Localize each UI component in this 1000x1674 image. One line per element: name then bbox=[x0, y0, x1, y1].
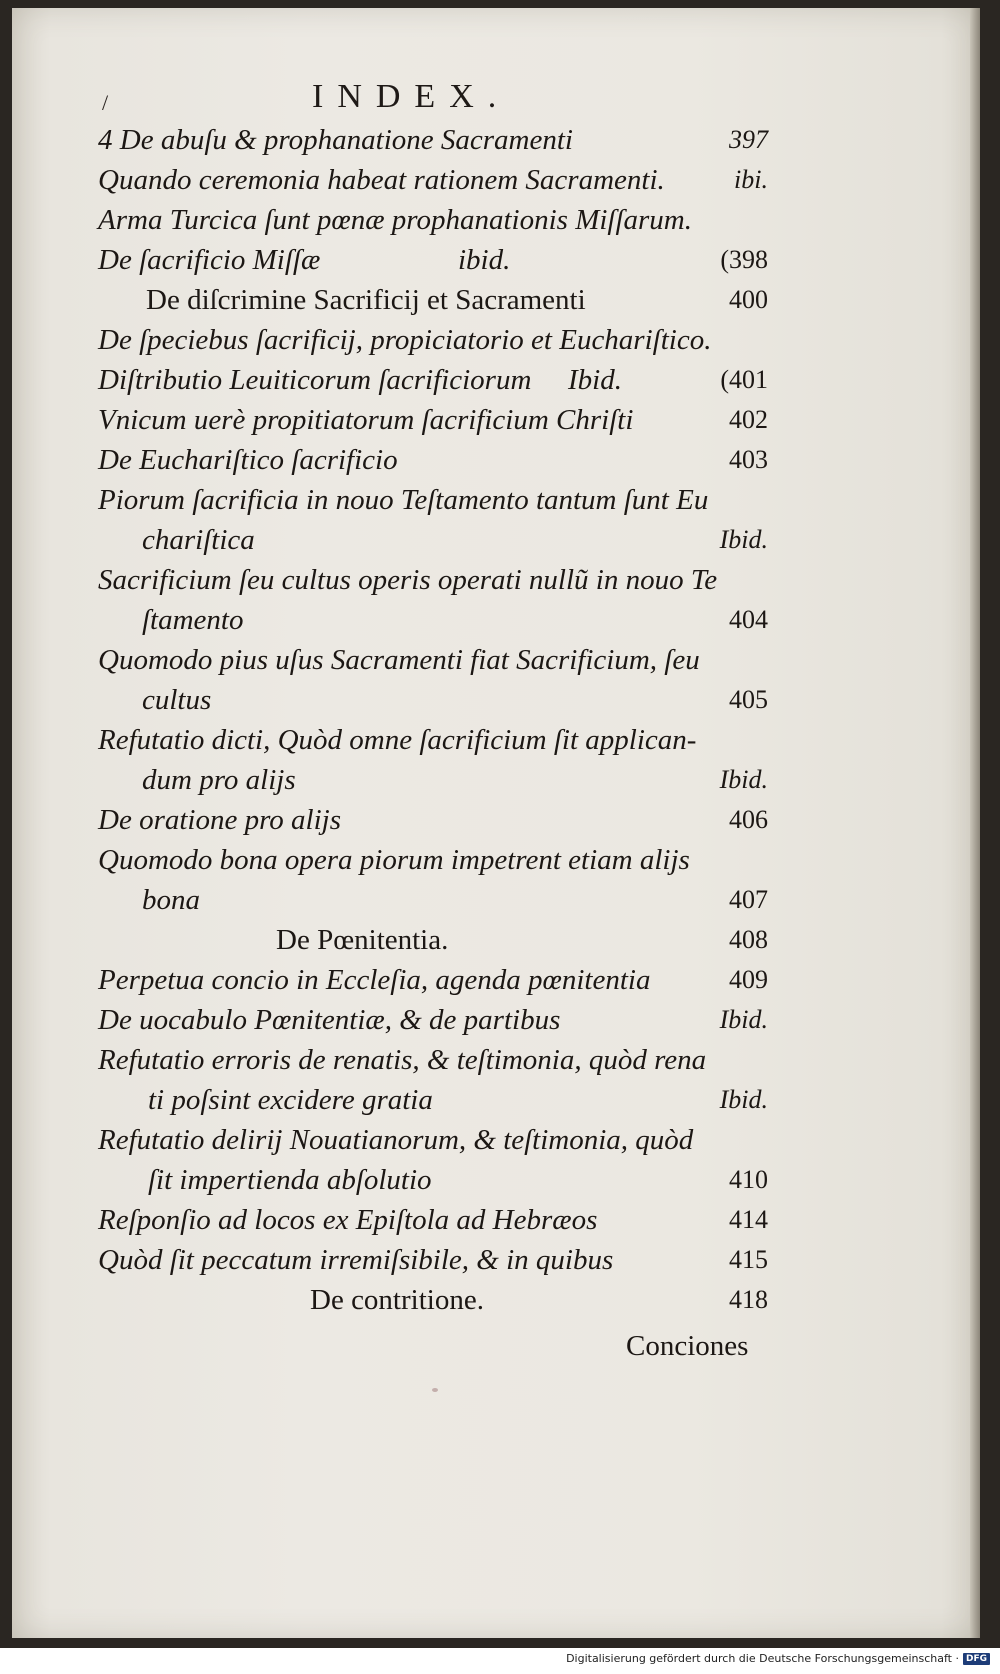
entry-page-number: 402 bbox=[729, 405, 768, 434]
entry-page-number: Ibid. bbox=[719, 765, 768, 794]
entry-text: 4 De abuſu & prophanatione Sacramenti bbox=[98, 124, 573, 156]
index-entry bbox=[98, 320, 768, 360]
entry-page-number: 409 bbox=[729, 965, 768, 994]
index-entry bbox=[98, 640, 768, 680]
entry-ibid: Ibid. bbox=[568, 364, 622, 396]
index-entry bbox=[98, 280, 768, 320]
entry-text: De oratione pro alijs bbox=[98, 804, 342, 836]
index-entry bbox=[98, 360, 768, 400]
entry-text: bona bbox=[142, 884, 200, 916]
entry-text: De Euchariſtico ſacrificio bbox=[98, 444, 398, 476]
entry-ibid: ibid. bbox=[458, 244, 511, 276]
entry-text: Perpetua concio in Eccleſia, agenda pœnitentia bbox=[98, 964, 651, 996]
index-entry bbox=[98, 880, 768, 920]
index-entry bbox=[98, 1200, 768, 1240]
entry-text: De ſpeciebus ſacrificij, propiciatorio et Euchariſtico. bbox=[98, 324, 712, 356]
entry-page-number: 415 bbox=[729, 1245, 768, 1274]
entry-text: De ſacrificio Miſſæ bbox=[98, 244, 321, 276]
index-entry bbox=[98, 520, 768, 560]
entry-page-number: 405 bbox=[729, 685, 768, 714]
entry-text: ſtamento bbox=[142, 604, 244, 636]
entry-text: chariſtica bbox=[142, 524, 255, 556]
entry-text: cultus bbox=[142, 684, 212, 716]
entry-text: De uocabulo Pœnitentiæ, & de partibus bbox=[98, 1004, 561, 1036]
entry-page-number: Ibid. bbox=[719, 1005, 768, 1034]
entry-text: Quomodo bona opera piorum impetrent etiam alijs bbox=[98, 844, 690, 876]
entry-text: Sacrificium ſeu cultus operis operati nullũ in nouo Te bbox=[98, 564, 718, 596]
entry-text: dum pro alijs bbox=[142, 764, 296, 796]
index-entry bbox=[98, 720, 768, 760]
index-entries bbox=[98, 120, 768, 1320]
index-entry bbox=[98, 200, 768, 240]
index-entry bbox=[98, 1280, 768, 1320]
index-entry bbox=[98, 600, 768, 640]
catchword: Conciones bbox=[626, 1330, 749, 1362]
index-entry bbox=[98, 1160, 768, 1200]
index-entry bbox=[98, 440, 768, 480]
entry-page-number: 400 bbox=[729, 285, 768, 314]
entry-text: Quòd ſit peccatum irremiſsibile, & in quibus bbox=[98, 1244, 614, 1276]
entry-page-number: 410 bbox=[729, 1165, 768, 1194]
entry-page-number: 406 bbox=[729, 805, 768, 834]
entry-page-number: 408 bbox=[729, 925, 768, 954]
entry-text: Vnicum uerè propitiatorum ſacrificium Chriſti bbox=[98, 404, 634, 436]
entry-text: De Pœnitentia. bbox=[276, 924, 449, 956]
index-entry bbox=[98, 840, 768, 880]
book-page bbox=[12, 8, 980, 1638]
index-entry bbox=[98, 120, 768, 160]
entry-page-number: 403 bbox=[729, 445, 768, 474]
entry-page-number: 397 bbox=[729, 125, 768, 154]
entry-text: Arma Turcica ſunt pœnæ prophanationis Miſſarum. bbox=[98, 204, 693, 236]
paper-speck bbox=[432, 1388, 438, 1392]
entry-text: Quomodo pius uſus Sacramenti fiat Sacrificium, ſeu bbox=[98, 644, 700, 676]
entry-text: Piorum ſacrificia in nouo Teſtamento tantum ſunt Eu bbox=[98, 484, 709, 516]
index-entry bbox=[98, 1240, 768, 1280]
entry-page-number: 407 bbox=[729, 885, 768, 914]
entry-page-number: ibi. bbox=[734, 165, 768, 194]
entry-page-number: (398 bbox=[720, 245, 768, 274]
entry-page-number: Ibid. bbox=[719, 525, 768, 554]
entry-page-number: 418 bbox=[729, 1285, 768, 1314]
page-title: INDEX. bbox=[312, 78, 511, 115]
entry-text: ti poſsint excidere gratia bbox=[148, 1084, 433, 1116]
entry-page-number: 404 bbox=[729, 605, 768, 634]
index-entry bbox=[98, 400, 768, 440]
index-entry bbox=[98, 920, 768, 960]
entry-text: Diſtributio Leuiticorum ſacrificiorum bbox=[98, 364, 532, 396]
entry-text: Reſponſio ad locos ex Epiſtola ad Hebræos bbox=[98, 1204, 598, 1236]
footer-credit: Digitalisierung gefördert durch die Deutsche Forschungsgemeinschaft · bbox=[566, 1652, 959, 1665]
index-entry bbox=[98, 160, 768, 200]
entry-text: Refutatio dicti, Quòd omne ſacrificium ſit applican- bbox=[98, 724, 697, 756]
header-mark: / bbox=[102, 90, 109, 115]
index-entry bbox=[98, 760, 768, 800]
entry-text: Refutatio erroris de renatis, & teſtimonia, quòd rena bbox=[98, 1044, 707, 1076]
index-entry bbox=[98, 680, 768, 720]
entry-text: ſit impertienda abſolutio bbox=[148, 1164, 432, 1196]
entry-page-number: 414 bbox=[729, 1205, 768, 1234]
index-entry bbox=[98, 240, 768, 280]
dfg-logo: DFG bbox=[963, 1653, 990, 1665]
index-entry bbox=[98, 1000, 768, 1040]
index-entry bbox=[98, 480, 768, 520]
index-entry bbox=[98, 1120, 768, 1160]
page-edge bbox=[970, 8, 980, 1638]
entry-page-number: Ibid. bbox=[719, 1085, 768, 1114]
entry-text: De diſcrimine Sacrificij et Sacramenti bbox=[146, 284, 586, 316]
entry-text: De contritione. bbox=[310, 1284, 484, 1316]
entry-text: Quando ceremonia habeat rationem Sacramenti. bbox=[98, 164, 665, 196]
entry-page-number: (401 bbox=[720, 365, 768, 394]
index-entry bbox=[98, 1040, 768, 1080]
entry-text: Refutatio delirij Nouatianorum, & teſtimonia, quòd bbox=[98, 1124, 694, 1156]
index-entry bbox=[98, 1080, 768, 1120]
index-entry bbox=[98, 800, 768, 840]
index-entry bbox=[98, 960, 768, 1000]
digitization-footer bbox=[566, 1652, 990, 1665]
index-entry bbox=[98, 560, 768, 600]
